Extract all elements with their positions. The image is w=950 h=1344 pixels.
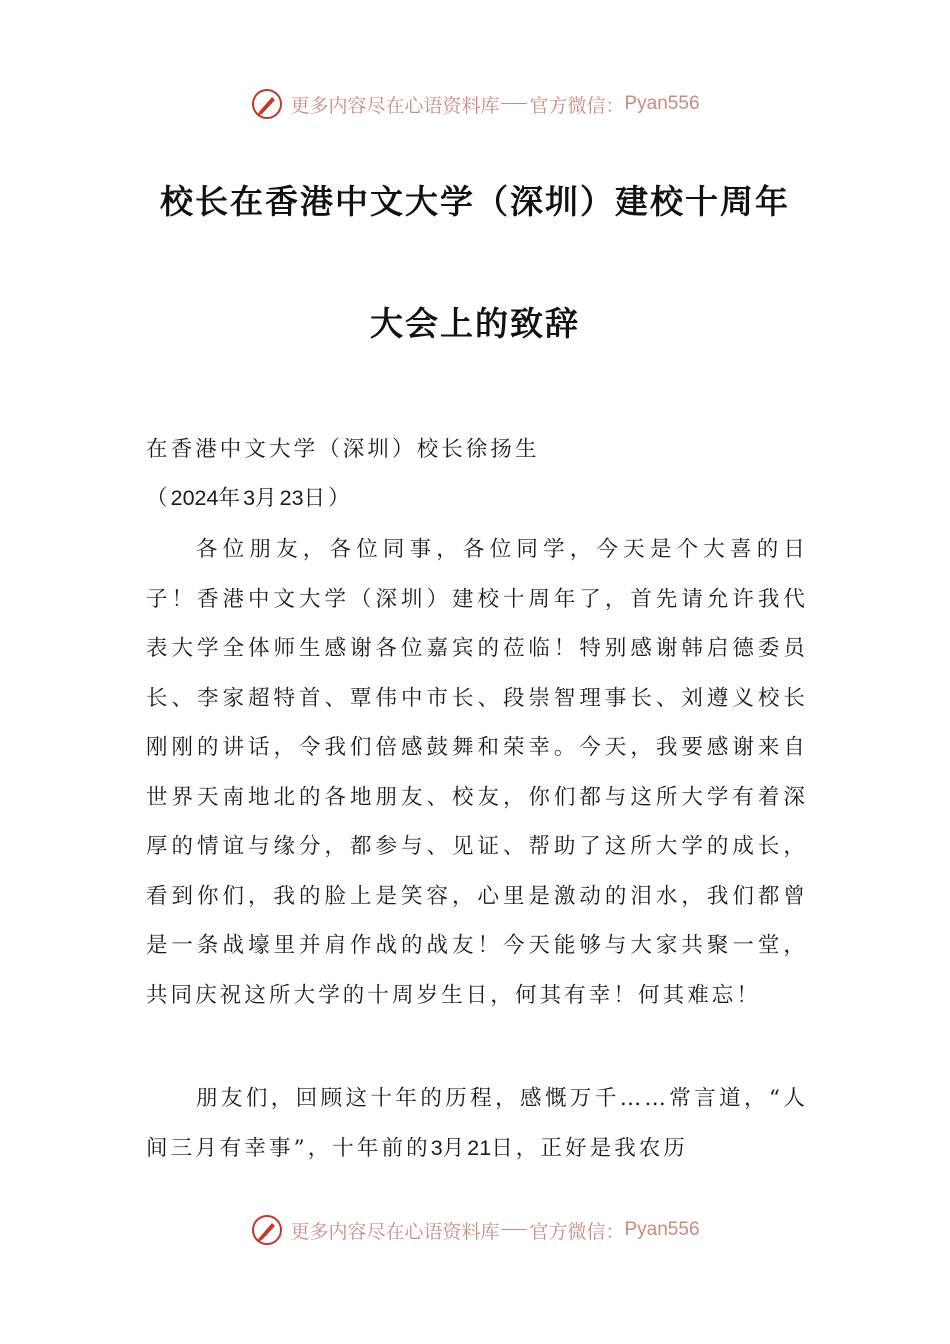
watermark-wechat-id: Pyan556	[624, 93, 700, 114]
paragraph-2	[146, 1074, 808, 1173]
paragraph-2-day: 21	[467, 1135, 492, 1160]
watermark-wechat-id: Pyan556	[624, 1219, 700, 1240]
paragraph-2-month: 3	[430, 1135, 443, 1160]
date-year-unit: 年	[218, 486, 244, 511]
watermark-dash	[501, 103, 527, 104]
author-line: 在香港中文大学（深圳）校长徐扬生	[146, 437, 540, 462]
paragraph-2-part2: 日，正好是我农历	[491, 1135, 689, 1161]
date-close: 日）	[303, 486, 353, 511]
watermark-wechat-label: 官方微信：	[529, 94, 625, 117]
watermark-dash	[501, 1229, 527, 1230]
watermark-text: 更多内容尽在心语资料库	[290, 1220, 500, 1243]
watermark-wechat-label: 官方微信：	[529, 1220, 625, 1243]
watermark-text: 更多内容尽在心语资料库	[290, 94, 500, 117]
document-title-line2: 大会上的致辞	[370, 304, 580, 343]
paragraph-1: 各位朋友，各位同事，各位同学，今天是个大喜的日子！香港中文大学（深圳）建校十周年了，首先请允许我代表大学全体师生感谢各位嘉宾的莅临！特别感谢韩启德委员长、李家超特首、覃伟中市长、段崇智理事长、刘遵义校长刚刚的讲话，令我们倍感鼓舞和荣幸。今天，我要感谢来自世界天南地北的各地朋友、校友，你们都与这所大学有着深厚的情谊与缘分，都参与、见证、帮助了这所大学的成长，看到你们，我的脸上是笑容，心里是激动的泪水，我们都曾是一条战壕里并肩作战的战友！今天能够与大家共聚一堂，共同庆祝这所大学的十周岁生日，何其有幸！何其难忘！	[146, 537, 808, 1008]
watermark-header	[0, 82, 950, 126]
paragraph-2-month-unit: 月	[442, 1135, 468, 1161]
pen-logo-icon	[250, 1213, 284, 1247]
date-month-unit: 月	[255, 486, 280, 511]
paragraph-2-part1: 朋友们，回顾这十年的历程，感慨万千……常言道，“人间三月有幸事”，十年前的	[146, 1086, 808, 1161]
document-title-line1: 校长在香港中文大学（深圳）建校十周年	[160, 182, 790, 221]
pen-logo-icon	[250, 87, 284, 121]
date-year: 2024	[170, 486, 219, 510]
date-open: （	[146, 486, 171, 511]
date-month: 3	[243, 486, 256, 510]
date-line	[146, 474, 808, 524]
date-day: 23	[279, 486, 304, 510]
watermark-footer	[0, 1208, 950, 1252]
